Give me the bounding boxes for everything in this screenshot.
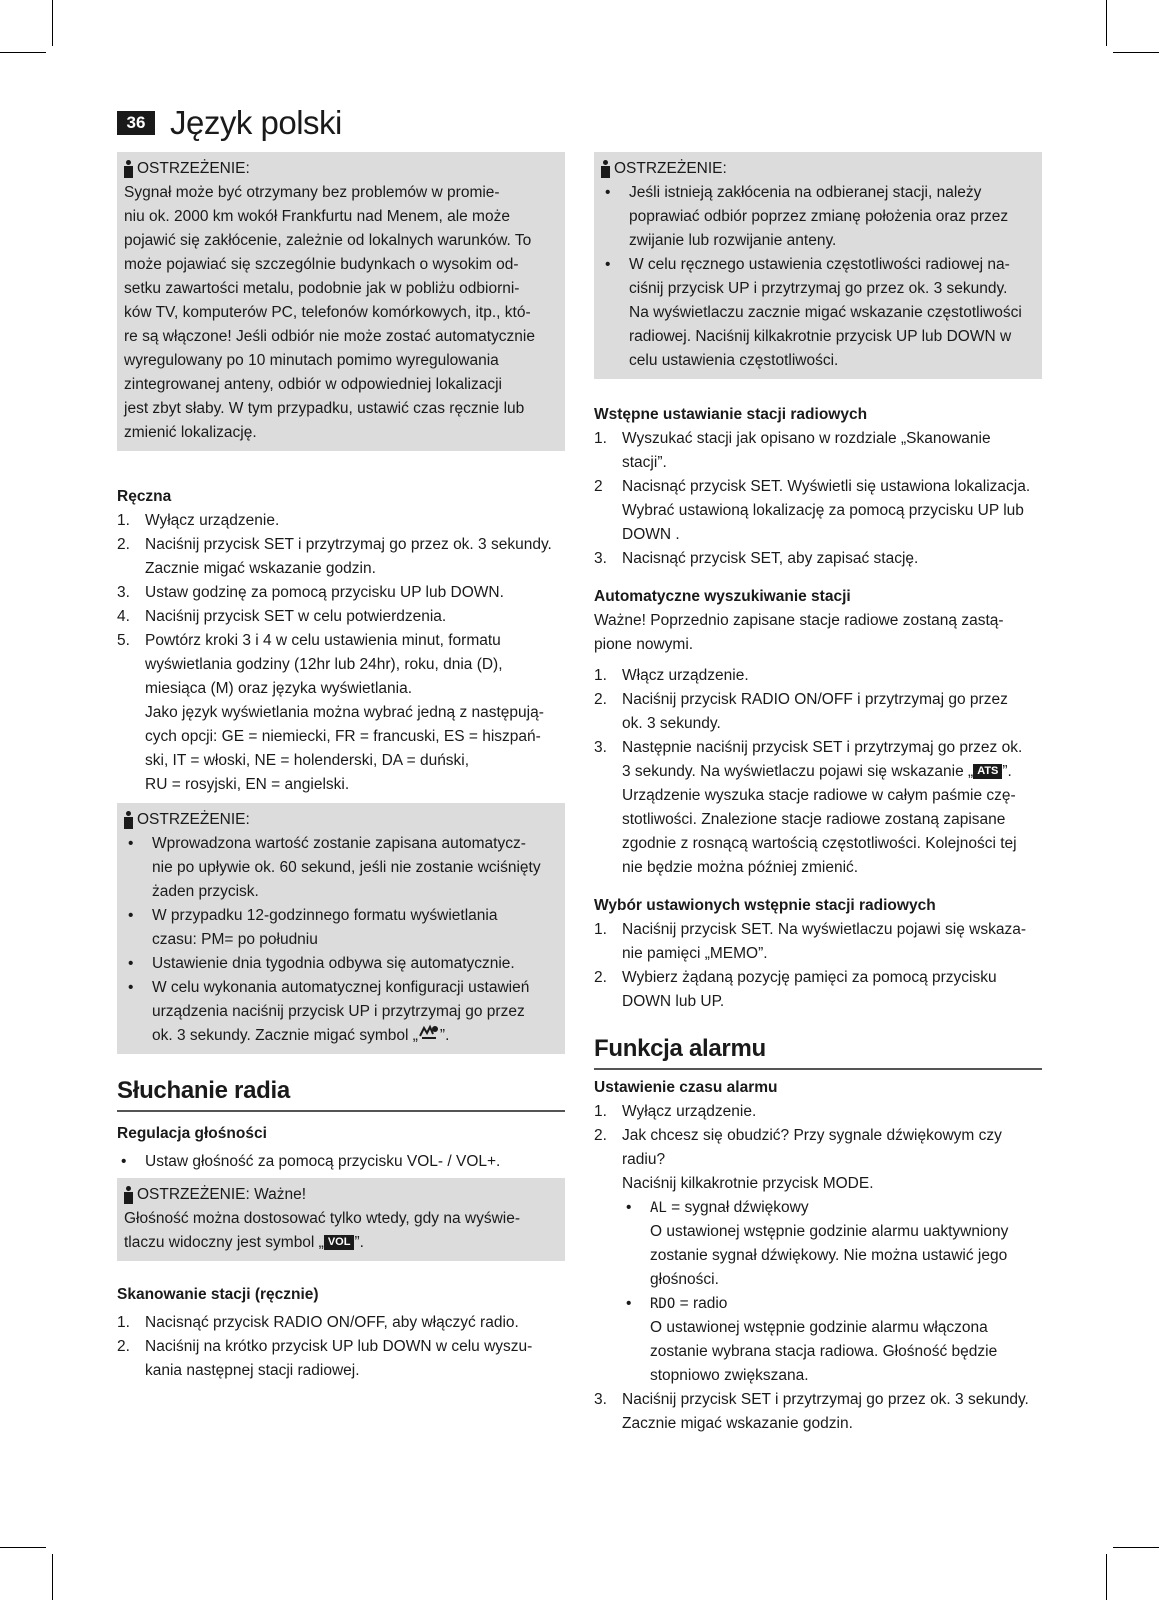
list-item: 2. Jak chcesz się obudzić? Przy sygnale dźwiękowym czy radiu? Naciśnij kilkakrotnie przycisk MODE. • AL = sygnał dźwiękowy O ustawionej wstępnie godzinie alarmu uaktywniony zostanie sygnał dźwiękowy. Nie można ustawić jego głośności. • RDO = radio O ustawionej wstępnie godzinie alarmu włączona zostanie wybrana stacja radiowa. Głośność będzie stopniowo zwiększana.	[594, 1124, 1042, 1388]
warning-line: jest zbyt słaby. W tym przypadku, ustawić czas ręcznie lub	[124, 400, 525, 417]
left-column	[117, 152, 565, 1383]
warning-title: OSTRZEŻENIE:	[137, 811, 250, 828]
bullet-item: • W przypadku 12-godzinnego formatu wyświetlania czasu: PM= po południu	[128, 907, 498, 948]
alarm-buzzer-symbol: AL	[650, 1200, 667, 1216]
crop-mark	[1106, 1554, 1107, 1600]
warning-box-reception	[117, 152, 565, 451]
crop-mark	[0, 1547, 46, 1548]
manual-steps	[117, 509, 565, 797]
list-item: 1. Naciśnij przycisk SET. Na wyświetlaczu pojawi się wskaza- nie pamięci „MEMO”.	[594, 921, 1026, 962]
warning-icon	[124, 1186, 133, 1204]
alarm-radio-symbol: RDO	[650, 1296, 676, 1312]
warning-icon	[124, 811, 133, 829]
section-heading-preset: Wstępne ustawianie stacji radiowych	[594, 406, 868, 423]
section-title-alarm: Funkcja alarmu	[594, 1034, 1042, 1070]
bullet-item: • RDO = radio O ustawionej wstępnie godzinie alarmu włączona zostanie wybrana stacja radiowa. Głośność będzie stopniowo zwiększana.	[626, 1295, 998, 1384]
bullet-item: • Wprowadzona wartość zostanie zapisana automatycz- nie po upływie ok. 60 sekund, jeśli nie zostanie wciśnięty żaden przycisk.	[128, 835, 541, 900]
warning-line: wyregulowany po 10 minutach pomimo wyregulowania	[124, 352, 499, 369]
subsection-heading-scan: Skanowanie stacji (ręcznie)	[117, 1286, 319, 1303]
bullet-item: • Jeśli istnieją zakłócenia na odbieranej stacji, należy poprawiać odbiór poprzez zmianę położenia oraz przez zwijanie lub rozwijanie anteny.	[605, 184, 1009, 249]
section-heading-auto-search: Automatyczne wyszukiwanie stacji	[594, 588, 851, 605]
crop-mark	[52, 1554, 53, 1600]
bullet-item: • Ustaw głośność za pomocą przycisku VOL- / VOL+.	[121, 1153, 501, 1170]
warning-icon	[124, 160, 133, 178]
auto-config-icon	[418, 1027, 440, 1044]
warning-line: re są włączone! Jeśli odbiór nie może zostać automatycznie	[124, 328, 535, 345]
warning-line: pojawić się zakłócenie, zależnie od lokalnych warunków. To	[124, 232, 532, 249]
page-title: Język polski	[170, 104, 342, 141]
list-item: 1. Włącz urządzenie.	[594, 667, 749, 684]
bullet-item: • W celu wykonania automatycznej konfiguracji ustawień urządzenia naciśnij przycisk UP i przytrzymaj go przez ok. 3 sekundy. Zacznie migać symbol „ ”.	[128, 979, 530, 1044]
list-item: 3. Następnie naciśnij przycisk SET i przytrzymaj go przez ok. 3 sekundy. Na wyświetlaczu pojawi się wskazanie „ ATS ”. Urządzenie wyszuka stacje radiowe w całym paśmie czę- stotliwości. Znalezione stacje radiowe zostaną zapisane zgodnie z rosnącą wartością częstotliwości. Kolejności tej nie będzie można później zmienić.	[594, 739, 1023, 876]
crop-mark	[1113, 1547, 1159, 1548]
crop-mark	[1113, 52, 1159, 53]
warning-box-settings	[117, 803, 565, 1054]
list-item: 1. Wyszukać stacji jak opisano w rozdziale „Skanowanie stacji”.	[594, 430, 991, 471]
page-number: 36	[117, 111, 155, 135]
list-item: 2. Wybierz żądaną pozycję pamięci za pomocą przycisku DOWN lub UP.	[594, 969, 997, 1010]
crop-mark	[0, 52, 46, 53]
list-item: 4. Naciśnij przycisk SET w celu potwierdzenia.	[117, 608, 447, 625]
warning-line: ków TV, komputerów PC, telefonów komórkowych, itp., któ-	[124, 304, 531, 321]
warning-title: OSTRZEŻENIE:	[137, 160, 250, 177]
vol-symbol-icon: VOL	[324, 1235, 355, 1250]
warning-line: niu ok. 2000 km wokół Frankfurtu nad Menem, ale może	[124, 208, 510, 225]
section-title-radio: Słuchanie radia	[117, 1076, 565, 1112]
ats-symbol-icon: ATS	[973, 764, 1002, 779]
section-heading-manual: Ręczna	[117, 488, 172, 505]
warning-box-interference	[594, 152, 1042, 379]
warning-line: setku zawartości metalu, podobnie jak w pobliżu odbiorni-	[124, 280, 520, 297]
bullet-item: • Ustawienie dnia tygodnia odbywa się automatycznie.	[128, 955, 515, 972]
list-item: 2. Naciśnij przycisk RADIO ON/OFF i przytrzymaj go przez ok. 3 sekundy.	[594, 691, 1008, 732]
crop-mark	[52, 0, 53, 46]
list-item: 2 Nacisnąć przycisk SET. Wyświetli się ustawiona lokalizacja. Wybrać ustawioną lokalizację za pomocą przycisku UP lub DOWN .	[594, 478, 1031, 543]
bullet-item: • AL = sygnał dźwiękowy O ustawionej wstępnie godzinie alarmu uaktywniony zostanie sygnał dźwiękowy. Nie można ustawić jego głośności.	[626, 1199, 1009, 1288]
subsection-heading-volume: Regulacja głośności	[117, 1125, 267, 1142]
subsection-heading-alarm-time: Ustawienie czasu alarmu	[594, 1079, 778, 1096]
warning-title: OSTRZEŻENIE:	[614, 160, 727, 177]
list-item: 1. Wyłącz urządzenie.	[117, 512, 280, 529]
warning-line: Sygnał może być otrzymany bez problemów w promie-	[124, 184, 500, 201]
list-item: 1. Wyłącz urządzenie.	[594, 1103, 757, 1120]
warning-line: może pojawiać się szczególnie budynkach o wysokim od-	[124, 256, 519, 273]
list-item: 5. Powtórz kroki 3 i 4 w celu ustawienia minut, formatu wyświetlania godziny (12hr lub 24hr), roku, dnia (D), miesiąca (M) oraz języka wyświetlania. Jako język wyświetlania można wybrać jedną z następują- cych opcji: GE = niemiecki, FR = francuski, ES = hiszpań- ski, IT = włoski, NE = holenderski, DA = duński, RU = rosyjski, EN = angielski.	[117, 632, 544, 793]
warning-box-volume: OSTRZEŻENIE: Ważne! Głośność można dostosować tylko wtedy, gdy na wyświe- tlaczu widoczny jest symbol „ VOL ”.	[117, 1178, 565, 1261]
bullet-item: • W celu ręcznego ustawienia częstotliwości radiowej na- ciśnij przycisk UP i przytrzymaj go przez ok. 3 sekundy. Na wyświetlaczu zacznie migać wskazanie częstotliwości radiowej. Naciśnij kilkakrotnie przycisk UP lub DOWN w celu ustawienia częstotliwości.	[605, 256, 1022, 369]
list-item: 1. Nacisnąć przycisk RADIO ON/OFF, aby włączyć radio.	[117, 1314, 519, 1331]
page-header	[117, 104, 342, 142]
list-item: 3. Ustaw godzinę za pomocą przycisku UP lub DOWN.	[117, 584, 504, 601]
right-column: OSTRZEŻENIE: • Jeśli istnieją zakłócenia na odbieranej stacji, należy poprawiać odbiór poprzez zmianę położenia oraz przez zwijanie lub rozwijanie anteny. • W celu ręcznego ustawienia częstotliwości radiowej na- ciśnij przycisk UP i przytrzymaj go przez ok. 3 sekundy. Na wyświetlaczu zacznie migać wskazanie częstotliwości radiowej. Naciśnij kilkakrotnie przycisk UP lub DOWN w celu ustawienia częstotliwości. Wstępne ustawianie stacji radiowych 1. Wyszukać stacji jak opisano w rozdziale „Skanowanie stacji”. 2 Nacisnąć przycisk SET. Wyświetli się ustawiona lokalizacja. Wybrać ustawioną lokalizację za pomocą przycisku UP lub DOWN . 3. Nacisnąć przycisk SET, aby zapisać stację. Automatyczne wyszukiwanie stacji Ważne! Poprzednio zapisane stacje radiowe zostaną zastą- pione nowymi. 1. Włącz urządzenie. 2. Naciśnij przycisk RADIO ON/OFF i przytrzymaj go przez ok. 3 sekundy. 3. Następnie naciśnij przycisk SET i przytrzymaj go przez ok. 3 sekundy. Na wyświetlaczu pojawi się wskazanie „ ATS ”. Urządzenie wyszuka stacje radiowe w całym paśmie czę- stotliwości. Znalezione stacje radiowe zostaną zapisane zgodnie z rosnącą wartością częstotliwości. Kolejności tej nie będzie można później zmienić. Wybór ustawionych wstępnie stacji radiowych 1. Naciśnij przycisk SET. Na wyświetlaczu pojawi się wskaza- nie pamięci „MEMO”. 2. Wybierz żądaną pozycję pamięci za pomocą przycisku DOWN lub UP. Funkcja alarmu Ustawienie czasu alarmu 1. Wyłącz urządzenie. 2. Jak chcesz się obudzić? Przy sygnale dźwiękowym czy radiu? Naciśnij kilkakrotnie przycisk MODE. • AL = sygnał dźwiękowy O ustawionej wstępnie godzinie alarmu uaktywniony zostanie sygnał dźwiękowy. Nie można ustawić jego głośności. • RDO = radio O ustawionej wstępnie godzinie alarmu włączona zostanie wybrana stacja radiowa. Głośność będzie stopniowo zwiększana. 3. Naciśnij przycisk SET i przytrzymaj go przez ok. 3 sekundy. Zacznie migać wskazanie godzin.	[594, 152, 1042, 1436]
crop-mark	[1106, 0, 1107, 46]
list-item: 2. Naciśnij na krótko przycisk UP lub DOWN w celu wyszu- kania następnej stacji radiowej.	[117, 1338, 533, 1379]
list-item: 3. Nacisnąć przycisk SET, aby zapisać stację.	[594, 550, 919, 567]
list-item: 2. Naciśnij przycisk SET i przytrzymaj go przez ok. 3 sekundy. Zacznie migać wskazanie godzin.	[117, 536, 552, 577]
warning-title: OSTRZEŻENIE: Ważne!	[137, 1186, 307, 1203]
warning-line: zintegrowanej anteny, odbiór w odpowiedniej lokalizacji	[124, 376, 502, 393]
list-item: 3. Naciśnij przycisk SET i przytrzymaj go przez ok. 3 sekundy. Zacznie migać wskazanie godzin.	[594, 1391, 1029, 1432]
warning-line: zmienić lokalizację.	[124, 424, 257, 441]
section-heading-select: Wybór ustawionych wstępnie stacji radiowych	[594, 897, 936, 914]
warning-icon	[601, 160, 610, 178]
